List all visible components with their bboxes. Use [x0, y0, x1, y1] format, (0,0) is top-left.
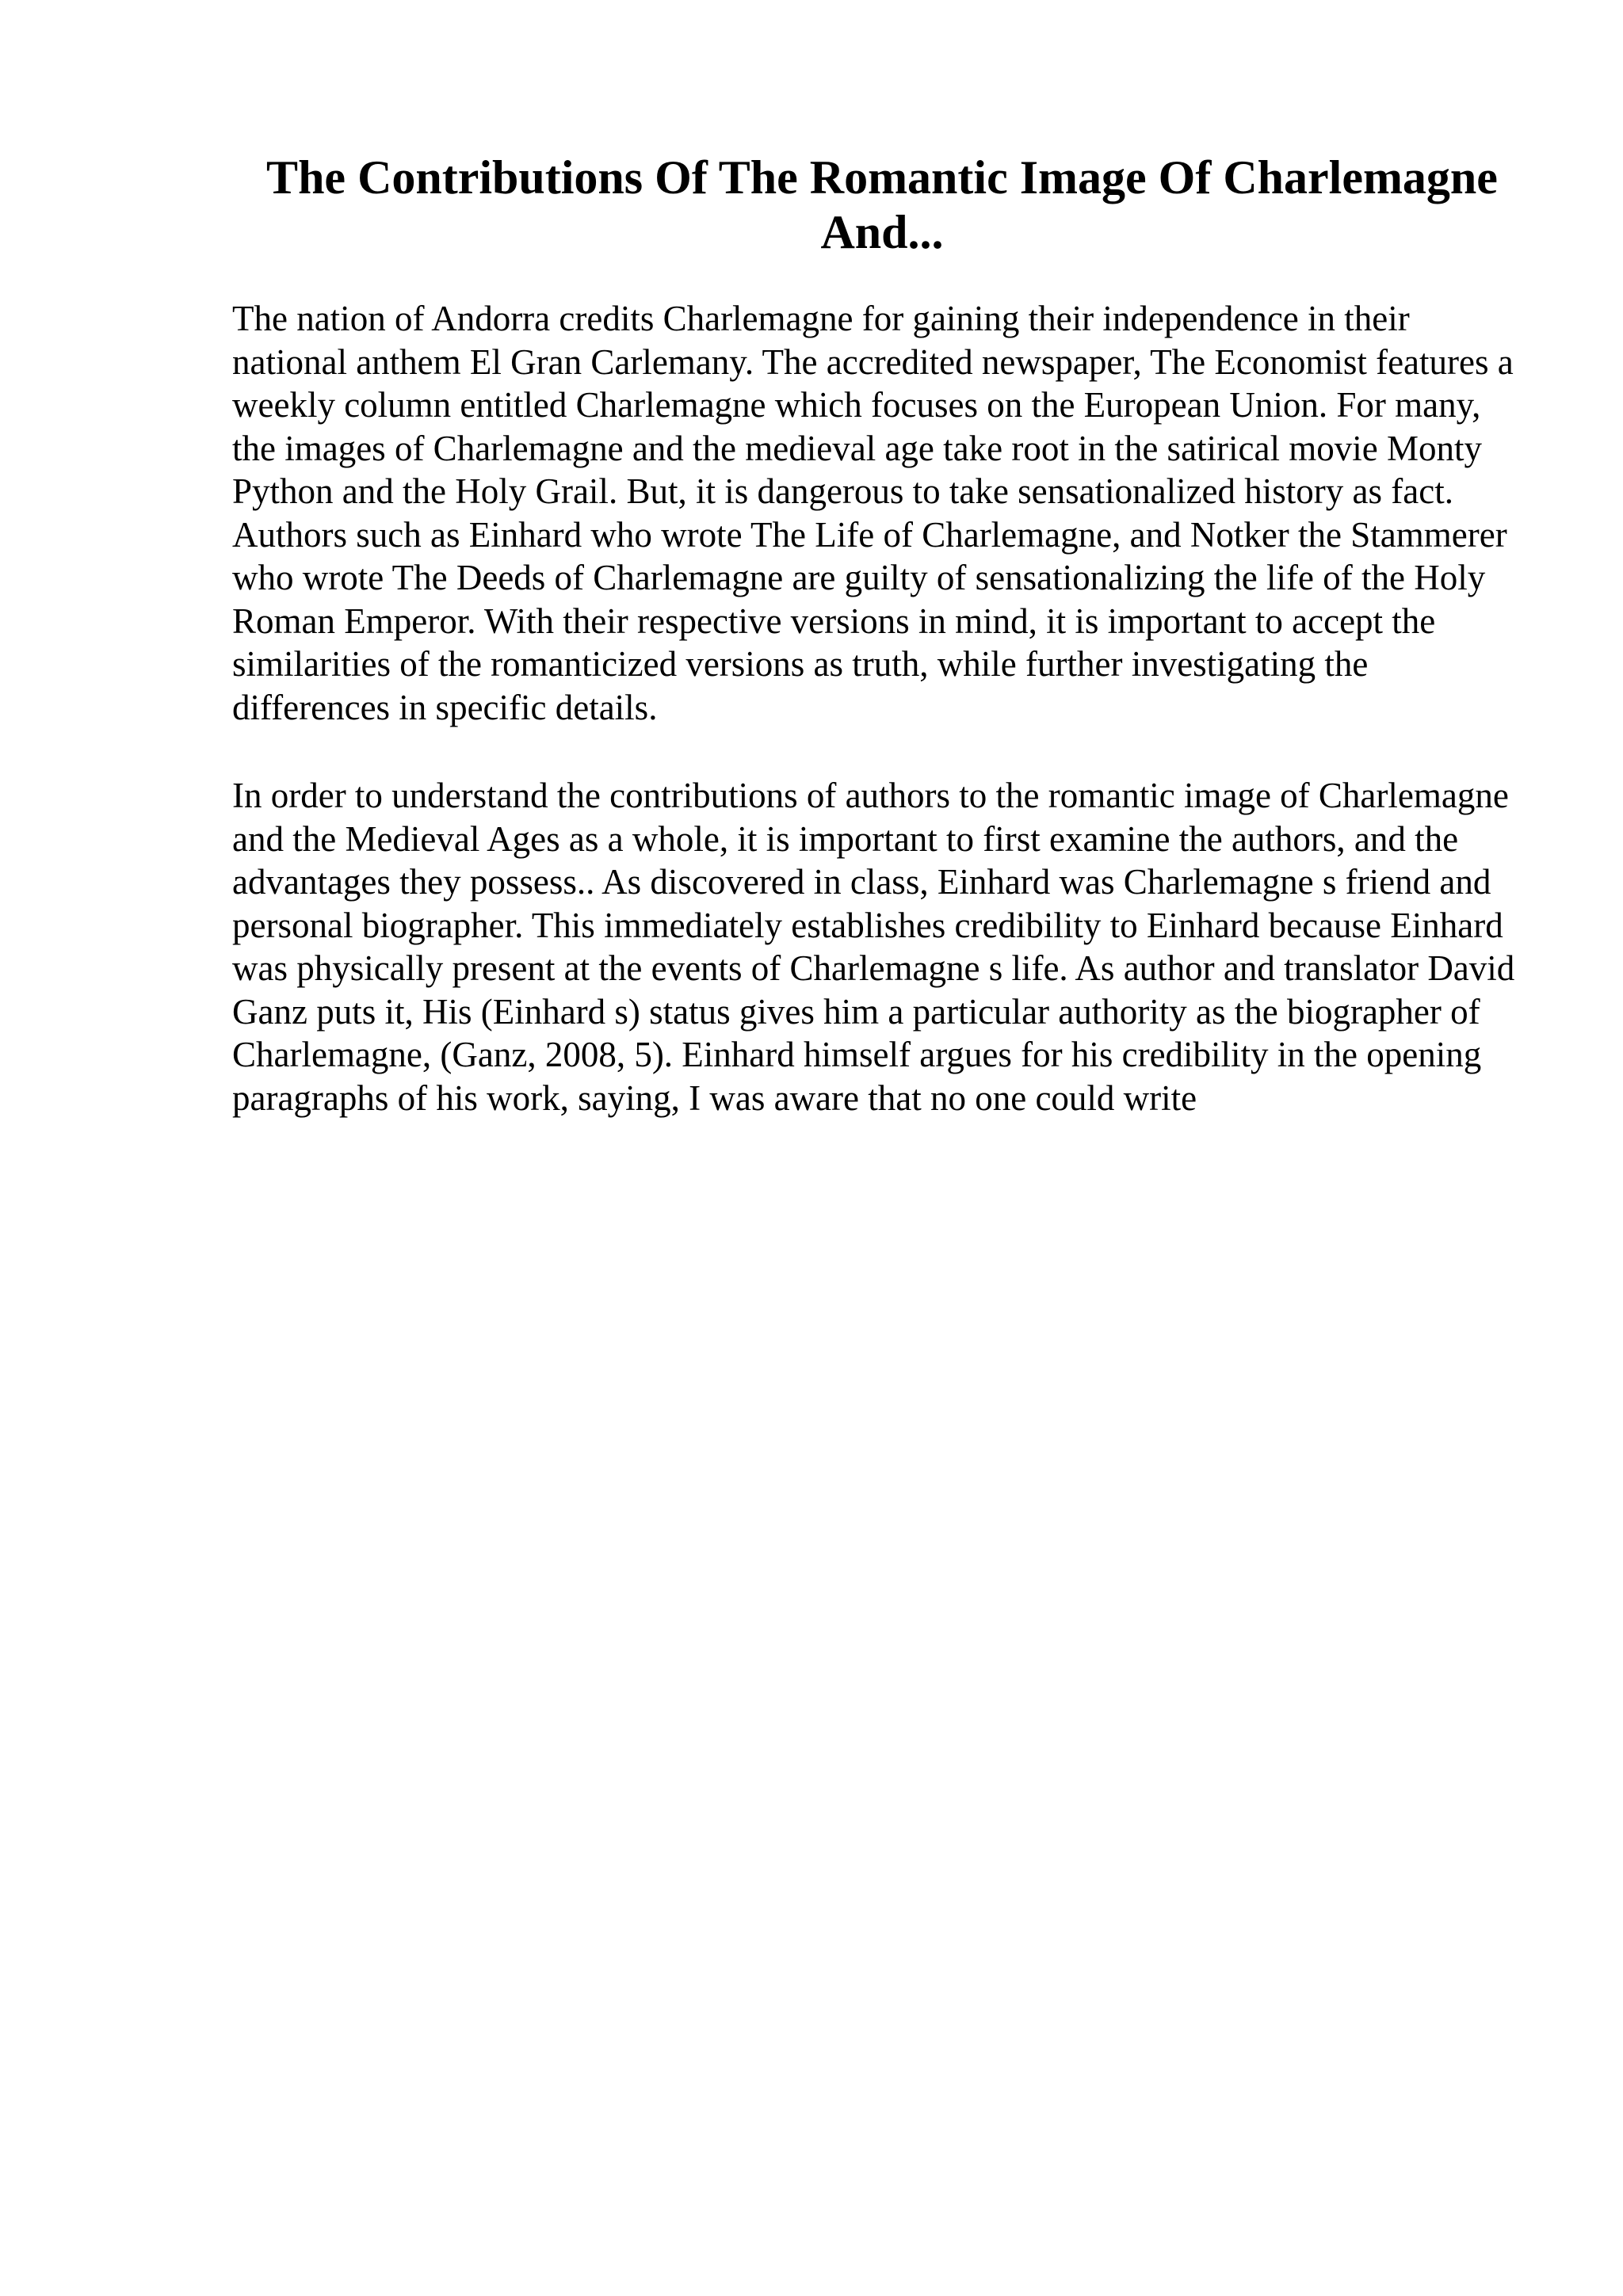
document-body — [232, 151, 1532, 1119]
document-title: The Contributions Of The Romantic Image Of Charlemagne And... — [266, 151, 1498, 258]
paragraph-1: The nation of Andorra credits Charlemagne for gaining their independence in their national anthem El Gran Carlemany. The accredited newspaper, The Economist features a weekly column entitled Charlemagne which focuses on the European Union. For many, the images of Charlemagne and the medieval age take root in the satirical movie Monty Python and the Holy Grail. But, it is dangerous to take sensationalized history as fact. Authors such as Einhard who wrote The Life of Charlemagne, and Notker the Stammerer who wrote The Deeds of Charlemagne are guilty of sensationalizing the life of the Holy Roman Emperor. With their respective versions in mind, it is important to accept the similarities of the romanticized versions as truth, while further investigating the differences in specific details. — [232, 299, 1514, 727]
paragraph-2: In order to understand the contributions of authors to the romantic image of Charlemagne and the Medieval Ages as a whole, it is important to first examine the authors, and the advantages they possess.. As discovered in class, Einhard was Charlemagne s friend and personal biographer. This immediately establishes credibility to Einhard because Einhard was physically present at the events of Charlemagne s life. As author and translator David Ganz puts it, His (Einhard s) status gives him a particular authority as the biographer of Charlemagne, (Ganz, 2008, 5). Einhard himself argues for his credibility in the opening paragraphs of his work, saying, I was aware that no one could write — [232, 776, 1515, 1118]
